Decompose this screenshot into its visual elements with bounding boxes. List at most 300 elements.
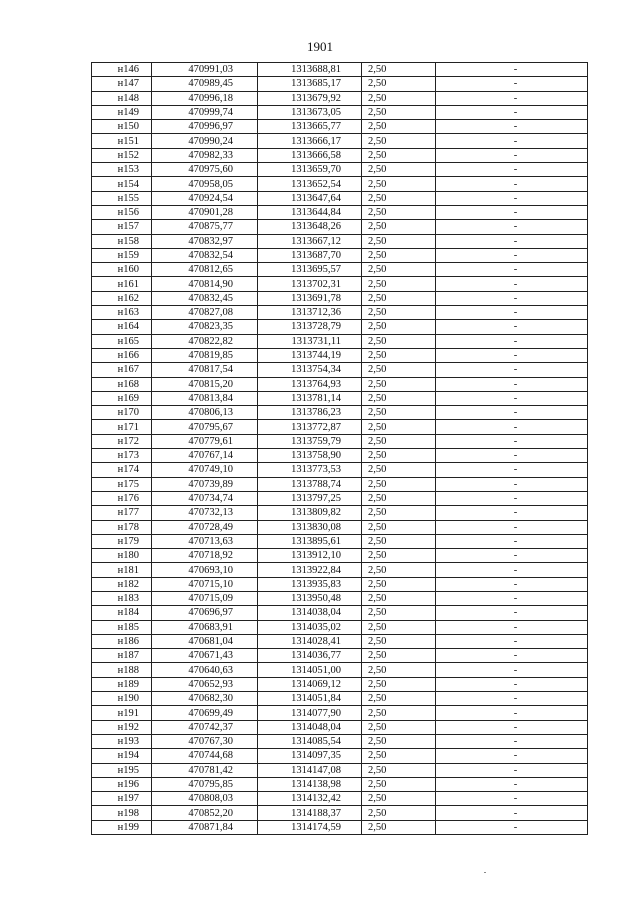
table-row: [92, 134, 588, 148]
y-coordinate-cell: 1313666,58: [258, 148, 362, 162]
point-id-cell: н178: [92, 520, 152, 534]
y-coordinate-cell: 1314188,37: [258, 806, 362, 820]
x-coordinate-cell: 470671,43: [152, 649, 258, 663]
table-row: [92, 391, 588, 405]
note-cell: -: [436, 306, 588, 320]
point-id-cell: н180: [92, 549, 152, 563]
table-row: [92, 692, 588, 706]
point-id-cell: н165: [92, 334, 152, 348]
x-coordinate-cell: 470819,85: [152, 348, 258, 362]
note-cell: -: [436, 634, 588, 648]
x-coordinate-cell: 470640,63: [152, 663, 258, 677]
y-coordinate-cell: 1313754,34: [258, 363, 362, 377]
table-row: [92, 277, 588, 291]
table-row: [92, 191, 588, 205]
y-coordinate-cell: 1314051,84: [258, 692, 362, 706]
distance-cell: 2,50: [362, 577, 436, 591]
point-id-cell: н146: [92, 63, 152, 77]
point-id-cell: н179: [92, 534, 152, 548]
x-coordinate-cell: 470715,10: [152, 577, 258, 591]
x-coordinate-cell: 470990,24: [152, 134, 258, 148]
y-coordinate-cell: 1313673,05: [258, 105, 362, 119]
table-row: [92, 563, 588, 577]
x-coordinate-cell: 470813,84: [152, 391, 258, 405]
distance-cell: 2,50: [362, 606, 436, 620]
distance-cell: 2,50: [362, 163, 436, 177]
table-row: [92, 634, 588, 648]
y-coordinate-cell: 1314085,54: [258, 734, 362, 748]
table-row: [92, 792, 588, 806]
distance-cell: 2,50: [362, 277, 436, 291]
y-coordinate-cell: 1313665,77: [258, 120, 362, 134]
point-id-cell: н189: [92, 677, 152, 691]
x-coordinate-cell: 470975,60: [152, 163, 258, 177]
distance-cell: 2,50: [362, 692, 436, 706]
x-coordinate-cell: 470699,49: [152, 706, 258, 720]
table-row: [92, 649, 588, 663]
x-coordinate-cell: 470823,35: [152, 320, 258, 334]
distance-cell: 2,50: [362, 792, 436, 806]
point-id-cell: н156: [92, 205, 152, 219]
y-coordinate-cell: 1313950,48: [258, 591, 362, 605]
point-id-cell: н191: [92, 706, 152, 720]
distance-cell: 2,50: [362, 534, 436, 548]
distance-cell: 2,50: [362, 348, 436, 362]
table-row: [92, 377, 588, 391]
table-row: [92, 577, 588, 591]
point-id-cell: н154: [92, 177, 152, 191]
note-cell: -: [436, 806, 588, 820]
x-coordinate-cell: 470749,10: [152, 463, 258, 477]
distance-cell: 2,50: [362, 334, 436, 348]
distance-cell: 2,50: [362, 263, 436, 277]
x-coordinate-cell: 470812,65: [152, 263, 258, 277]
distance-cell: 2,50: [362, 291, 436, 305]
point-id-cell: н188: [92, 663, 152, 677]
x-coordinate-cell: 470991,03: [152, 63, 258, 77]
y-coordinate-cell: 1314132,42: [258, 792, 362, 806]
y-coordinate-cell: 1313758,90: [258, 449, 362, 463]
distance-cell: 2,50: [362, 677, 436, 691]
point-id-cell: н183: [92, 591, 152, 605]
distance-cell: 2,50: [362, 234, 436, 248]
table-row: [92, 248, 588, 262]
point-id-cell: н158: [92, 234, 152, 248]
y-coordinate-cell: 1313912,10: [258, 549, 362, 563]
note-cell: -: [436, 620, 588, 634]
table-row: [92, 348, 588, 362]
x-coordinate-cell: 470718,92: [152, 549, 258, 563]
x-coordinate-cell: 470958,05: [152, 177, 258, 191]
note-cell: -: [436, 248, 588, 262]
distance-cell: 2,50: [362, 220, 436, 234]
x-coordinate-cell: 470871,84: [152, 820, 258, 834]
point-id-cell: н176: [92, 491, 152, 505]
distance-cell: 2,50: [362, 634, 436, 648]
y-coordinate-cell: 1313731,11: [258, 334, 362, 348]
x-coordinate-cell: 470814,90: [152, 277, 258, 291]
x-coordinate-cell: 470715,09: [152, 591, 258, 605]
point-id-cell: н155: [92, 191, 152, 205]
note-cell: -: [436, 363, 588, 377]
distance-cell: 2,50: [362, 477, 436, 491]
table-row: [92, 763, 588, 777]
point-id-cell: н153: [92, 163, 152, 177]
table-row: [92, 720, 588, 734]
distance-cell: 2,50: [362, 91, 436, 105]
x-coordinate-cell: 470696,97: [152, 606, 258, 620]
y-coordinate-cell: 1313687,70: [258, 248, 362, 262]
table-row: [92, 263, 588, 277]
note-cell: -: [436, 77, 588, 91]
y-coordinate-cell: 1314038,04: [258, 606, 362, 620]
table-row: [92, 477, 588, 491]
note-cell: -: [436, 449, 588, 463]
point-id-cell: н161: [92, 277, 152, 291]
point-id-cell: н163: [92, 306, 152, 320]
note-cell: -: [436, 763, 588, 777]
distance-cell: 2,50: [362, 205, 436, 219]
note-cell: -: [436, 606, 588, 620]
y-coordinate-cell: 1313728,79: [258, 320, 362, 334]
y-coordinate-cell: 1313695,57: [258, 263, 362, 277]
point-id-cell: н190: [92, 692, 152, 706]
table-row: [92, 706, 588, 720]
y-coordinate-cell: 1313685,17: [258, 77, 362, 91]
y-coordinate-cell: 1314035,02: [258, 620, 362, 634]
point-id-cell: н198: [92, 806, 152, 820]
x-coordinate-cell: 470682,30: [152, 692, 258, 706]
point-id-cell: н162: [92, 291, 152, 305]
note-cell: -: [436, 563, 588, 577]
note-cell: -: [436, 663, 588, 677]
x-coordinate-cell: 470713,63: [152, 534, 258, 548]
point-id-cell: н186: [92, 634, 152, 648]
x-coordinate-cell: 470681,04: [152, 634, 258, 648]
distance-cell: 2,50: [362, 463, 436, 477]
point-id-cell: н164: [92, 320, 152, 334]
table-row: [92, 177, 588, 191]
point-id-cell: н147: [92, 77, 152, 91]
y-coordinate-cell: 1314036,77: [258, 649, 362, 663]
x-coordinate-cell: 470742,37: [152, 720, 258, 734]
distance-cell: 2,50: [362, 706, 436, 720]
point-id-cell: н160: [92, 263, 152, 277]
note-cell: -: [436, 91, 588, 105]
note-cell: -: [436, 148, 588, 162]
note-cell: -: [436, 406, 588, 420]
note-cell: -: [436, 63, 588, 77]
note-cell: -: [436, 291, 588, 305]
note-cell: -: [436, 263, 588, 277]
table-row: [92, 120, 588, 134]
note-cell: -: [436, 477, 588, 491]
y-coordinate-cell: 1313830,08: [258, 520, 362, 534]
y-coordinate-cell: 1313667,12: [258, 234, 362, 248]
table-row: [92, 148, 588, 162]
distance-cell: 2,50: [362, 434, 436, 448]
x-coordinate-cell: 470989,45: [152, 77, 258, 91]
x-coordinate-cell: 470728,49: [152, 520, 258, 534]
table-row: [92, 820, 588, 834]
note-cell: -: [436, 377, 588, 391]
point-id-cell: н148: [92, 91, 152, 105]
x-coordinate-cell: 470852,20: [152, 806, 258, 820]
note-cell: -: [436, 549, 588, 563]
table-row: [92, 520, 588, 534]
y-coordinate-cell: 1313648,26: [258, 220, 362, 234]
y-coordinate-cell: 1313702,31: [258, 277, 362, 291]
table-row: [92, 491, 588, 505]
note-cell: -: [436, 777, 588, 791]
distance-cell: 2,50: [362, 105, 436, 119]
point-id-cell: н150: [92, 120, 152, 134]
y-coordinate-cell: 1313773,53: [258, 463, 362, 477]
note-cell: -: [436, 463, 588, 477]
distance-cell: 2,50: [362, 148, 436, 162]
note-cell: -: [436, 391, 588, 405]
distance-cell: 2,50: [362, 563, 436, 577]
x-coordinate-cell: 470652,93: [152, 677, 258, 691]
point-id-cell: н157: [92, 220, 152, 234]
y-coordinate-cell: 1313679,92: [258, 91, 362, 105]
distance-cell: 2,50: [362, 663, 436, 677]
x-coordinate-cell: 470779,61: [152, 434, 258, 448]
distance-cell: 2,50: [362, 363, 436, 377]
y-coordinate-cell: 1314147,08: [258, 763, 362, 777]
x-coordinate-cell: 470901,28: [152, 205, 258, 219]
table-row: [92, 77, 588, 91]
distance-cell: 2,50: [362, 320, 436, 334]
point-id-cell: н187: [92, 649, 152, 663]
point-id-cell: н170: [92, 406, 152, 420]
x-coordinate-cell: 470795,85: [152, 777, 258, 791]
note-cell: -: [436, 177, 588, 191]
point-id-cell: н166: [92, 348, 152, 362]
distance-cell: 2,50: [362, 763, 436, 777]
note-cell: -: [436, 534, 588, 548]
x-coordinate-cell: 470744,68: [152, 749, 258, 763]
note-cell: -: [436, 277, 588, 291]
note-cell: -: [436, 520, 588, 534]
table-row: [92, 663, 588, 677]
distance-cell: 2,50: [362, 306, 436, 320]
distance-cell: 2,50: [362, 720, 436, 734]
table-row: [92, 205, 588, 219]
note-cell: -: [436, 491, 588, 505]
point-id-cell: н199: [92, 820, 152, 834]
distance-cell: 2,50: [362, 749, 436, 763]
point-id-cell: н168: [92, 377, 152, 391]
distance-cell: 2,50: [362, 420, 436, 434]
table-row: [92, 806, 588, 820]
point-id-cell: н193: [92, 734, 152, 748]
x-coordinate-cell: 470832,45: [152, 291, 258, 305]
x-coordinate-cell: 470739,89: [152, 477, 258, 491]
scan-mark: [484, 872, 486, 873]
x-coordinate-cell: 470822,82: [152, 334, 258, 348]
point-id-cell: н196: [92, 777, 152, 791]
y-coordinate-cell: 1313764,93: [258, 377, 362, 391]
x-coordinate-cell: 470817,54: [152, 363, 258, 377]
x-coordinate-cell: 470815,20: [152, 377, 258, 391]
point-id-cell: н175: [92, 477, 152, 491]
x-coordinate-cell: 470982,33: [152, 148, 258, 162]
y-coordinate-cell: 1313781,14: [258, 391, 362, 405]
note-cell: -: [436, 205, 588, 219]
point-id-cell: н151: [92, 134, 152, 148]
table-row: [92, 420, 588, 434]
y-coordinate-cell: 1313935,83: [258, 577, 362, 591]
point-id-cell: н195: [92, 763, 152, 777]
distance-cell: 2,50: [362, 777, 436, 791]
note-cell: -: [436, 820, 588, 834]
y-coordinate-cell: 1314077,90: [258, 706, 362, 720]
table-row: [92, 105, 588, 119]
table-row: [92, 534, 588, 548]
note-cell: -: [436, 706, 588, 720]
x-coordinate-cell: 470996,18: [152, 91, 258, 105]
distance-cell: 2,50: [362, 491, 436, 505]
y-coordinate-cell: 1313691,78: [258, 291, 362, 305]
note-cell: -: [436, 348, 588, 362]
point-id-cell: н185: [92, 620, 152, 634]
x-coordinate-cell: 470806,13: [152, 406, 258, 420]
x-coordinate-cell: 470693,10: [152, 563, 258, 577]
note-cell: -: [436, 734, 588, 748]
note-cell: -: [436, 105, 588, 119]
table-row: [92, 549, 588, 563]
y-coordinate-cell: 1314097,35: [258, 749, 362, 763]
distance-cell: 2,50: [362, 449, 436, 463]
note-cell: -: [436, 220, 588, 234]
note-cell: -: [436, 692, 588, 706]
distance-cell: 2,50: [362, 120, 436, 134]
table-row: [92, 734, 588, 748]
y-coordinate-cell: 1313688,81: [258, 63, 362, 77]
note-cell: -: [436, 591, 588, 605]
x-coordinate-cell: 470808,03: [152, 792, 258, 806]
distance-cell: 2,50: [362, 177, 436, 191]
point-id-cell: н182: [92, 577, 152, 591]
distance-cell: 2,50: [362, 134, 436, 148]
point-id-cell: н149: [92, 105, 152, 119]
table-row: [92, 306, 588, 320]
x-coordinate-cell: 470683,91: [152, 620, 258, 634]
table-row: [92, 620, 588, 634]
distance-cell: 2,50: [362, 591, 436, 605]
note-cell: -: [436, 577, 588, 591]
y-coordinate-cell: 1313652,54: [258, 177, 362, 191]
table-row: [92, 363, 588, 377]
x-coordinate-cell: 470781,42: [152, 763, 258, 777]
distance-cell: 2,50: [362, 806, 436, 820]
note-cell: -: [436, 649, 588, 663]
distance-cell: 2,50: [362, 248, 436, 262]
y-coordinate-cell: 1313797,25: [258, 491, 362, 505]
table-row: [92, 591, 588, 605]
distance-cell: 2,50: [362, 77, 436, 91]
point-id-cell: н181: [92, 563, 152, 577]
table-row: [92, 777, 588, 791]
point-id-cell: н173: [92, 449, 152, 463]
x-coordinate-cell: 470767,30: [152, 734, 258, 748]
note-cell: -: [436, 720, 588, 734]
point-id-cell: н172: [92, 434, 152, 448]
distance-cell: 2,50: [362, 649, 436, 663]
y-coordinate-cell: 1314174,59: [258, 820, 362, 834]
y-coordinate-cell: 1313712,36: [258, 306, 362, 320]
note-cell: -: [436, 134, 588, 148]
y-coordinate-cell: 1313647,64: [258, 191, 362, 205]
coordinates-table: [91, 62, 588, 835]
x-coordinate-cell: 470996,97: [152, 120, 258, 134]
distance-cell: 2,50: [362, 391, 436, 405]
note-cell: -: [436, 163, 588, 177]
y-coordinate-cell: 1313772,87: [258, 420, 362, 434]
table-row: [92, 406, 588, 420]
note-cell: -: [436, 792, 588, 806]
table-row: [92, 749, 588, 763]
x-coordinate-cell: 470827,08: [152, 306, 258, 320]
distance-cell: 2,50: [362, 377, 436, 391]
y-coordinate-cell: 1313644,84: [258, 205, 362, 219]
y-coordinate-cell: 1314051,00: [258, 663, 362, 677]
distance-cell: 2,50: [362, 63, 436, 77]
y-coordinate-cell: 1314028,41: [258, 634, 362, 648]
note-cell: -: [436, 749, 588, 763]
point-id-cell: н171: [92, 420, 152, 434]
table-row: [92, 506, 588, 520]
x-coordinate-cell: 470734,74: [152, 491, 258, 505]
point-id-cell: н184: [92, 606, 152, 620]
y-coordinate-cell: 1313922,84: [258, 563, 362, 577]
point-id-cell: н169: [92, 391, 152, 405]
table-row: [92, 320, 588, 334]
note-cell: -: [436, 677, 588, 691]
page-number: 1901: [307, 39, 333, 54]
point-id-cell: н152: [92, 148, 152, 162]
x-coordinate-cell: 470732,13: [152, 506, 258, 520]
y-coordinate-cell: 1313895,61: [258, 534, 362, 548]
note-cell: -: [436, 191, 588, 205]
note-cell: -: [436, 420, 588, 434]
distance-cell: 2,50: [362, 620, 436, 634]
table-row: [92, 234, 588, 248]
table-row: [92, 163, 588, 177]
x-coordinate-cell: 470767,14: [152, 449, 258, 463]
y-coordinate-cell: 1313788,74: [258, 477, 362, 491]
note-cell: -: [436, 320, 588, 334]
distance-cell: 2,50: [362, 549, 436, 563]
distance-cell: 2,50: [362, 734, 436, 748]
point-id-cell: н177: [92, 506, 152, 520]
y-coordinate-cell: 1313744,19: [258, 348, 362, 362]
table-row: [92, 606, 588, 620]
note-cell: -: [436, 334, 588, 348]
x-coordinate-cell: 470832,54: [152, 248, 258, 262]
note-cell: -: [436, 120, 588, 134]
y-coordinate-cell: 1313786,23: [258, 406, 362, 420]
distance-cell: 2,50: [362, 820, 436, 834]
x-coordinate-cell: 470875,77: [152, 220, 258, 234]
distance-cell: 2,50: [362, 406, 436, 420]
y-coordinate-cell: 1314048,04: [258, 720, 362, 734]
x-coordinate-cell: 470832,97: [152, 234, 258, 248]
point-id-cell: н192: [92, 720, 152, 734]
note-cell: -: [436, 234, 588, 248]
table-row: [92, 63, 588, 77]
